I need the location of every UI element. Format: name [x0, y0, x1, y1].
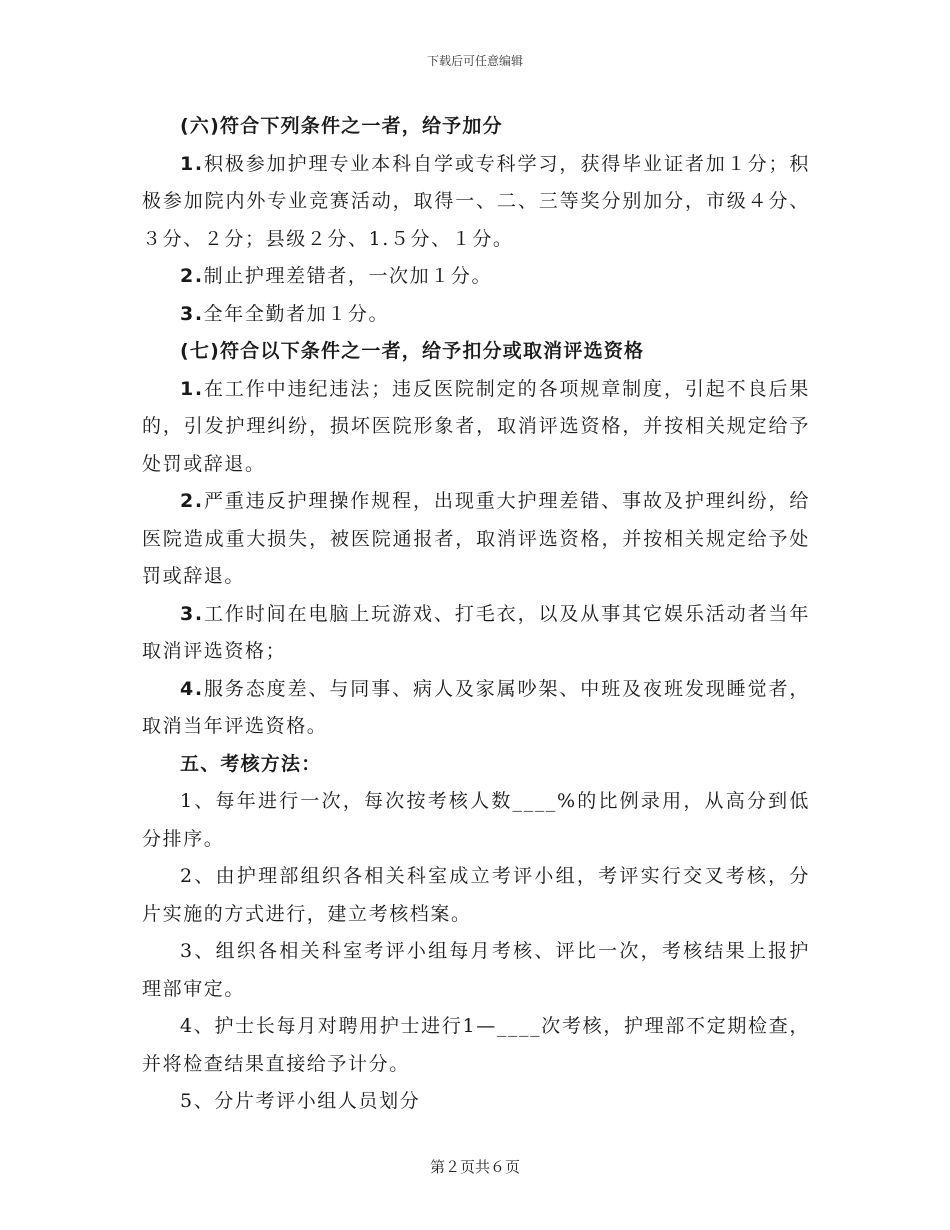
- bonus-item-3: [142, 296, 810, 334]
- penalty-item-1: [142, 371, 810, 484]
- item-text: 积极参加护理专业本科自学或专科学习，获得毕业证者加１分；积极参加院内外专业竞赛活动，取得一、二、三等奖分别加分，市级４分、３分、２分；县级２分、1.５分、１分。: [142, 152, 810, 250]
- item-number: 1.: [180, 377, 204, 400]
- item-text: 严重违反护理操作规程，出现重大护理差错、事故及护理纠纷，给医院造成重大损失，被医院通报者，取消评选资格，并按相关规定给予处罚或辞退。: [142, 490, 810, 587]
- method-item-3: 3、组织各相关科室考评小组每月考核、评比一次，考核结果上报护理部审定。: [142, 940, 810, 1000]
- item-text: 全年全勤者加１分。: [203, 302, 390, 325]
- item-text: 在工作中违纪违法；违反医院制定的各项规章制度，引起不良后果的，引发护理纠纷，损坏医院形象者，取消评选资格，并按相关规定给予处罚或辞退。: [142, 377, 810, 475]
- bonus-item-1: [142, 146, 810, 259]
- page-footer-number: 第２页共６页: [429, 1158, 520, 1176]
- section-heading-five: 五、考核方法：: [180, 752, 322, 775]
- item-number: 1.: [180, 152, 204, 175]
- item-number: 3.: [180, 302, 204, 325]
- penalty-item-2: [142, 483, 810, 596]
- method-item-2: 2、由护理部组织各相关科室成立考评小组，考评实行交叉考核，分片实施的方式进行，建立考核档案。: [142, 865, 810, 925]
- bonus-item-2: [142, 258, 810, 296]
- page-header-note: 下载后可任意编辑: [426, 54, 523, 68]
- section-heading-seven: (七)符合以下条件之一者，给予扣分或取消评选资格: [180, 340, 645, 362]
- item-number: 2.: [180, 265, 204, 287]
- item-text: 制止护理差错者，一次加１分。: [203, 265, 493, 287]
- penalty-item-3: [142, 596, 810, 671]
- method-item-1: 1、每年进行一次，每次按考核人数____%的比例录用，从高分到低分排序。: [142, 790, 810, 850]
- method-item-4: 4、护士长每月对聘用护士进行1—____次考核，护理部不定期检查，并将检查结果直接给予计分。: [142, 1015, 810, 1075]
- item-number: 4.: [180, 677, 204, 700]
- method-item-5: 5、分片考评小组人员划分: [180, 1090, 421, 1112]
- section-heading-six: (六)符合下列条件之一者，给予加分: [180, 115, 503, 137]
- item-text: 工作时间在电脑上玩游戏、打毛衣，以及从事其它娱乐活动者当年取消评选资格；: [142, 602, 810, 662]
- item-text: 服务态度差、与同事、病人及家属吵架、中班及夜班发现睡觉者，取消当年评选资格。: [142, 677, 810, 737]
- item-number: 3.: [180, 602, 204, 625]
- document-body: [142, 108, 810, 1121]
- penalty-item-4: [142, 671, 810, 746]
- item-number: 2.: [180, 490, 204, 512]
